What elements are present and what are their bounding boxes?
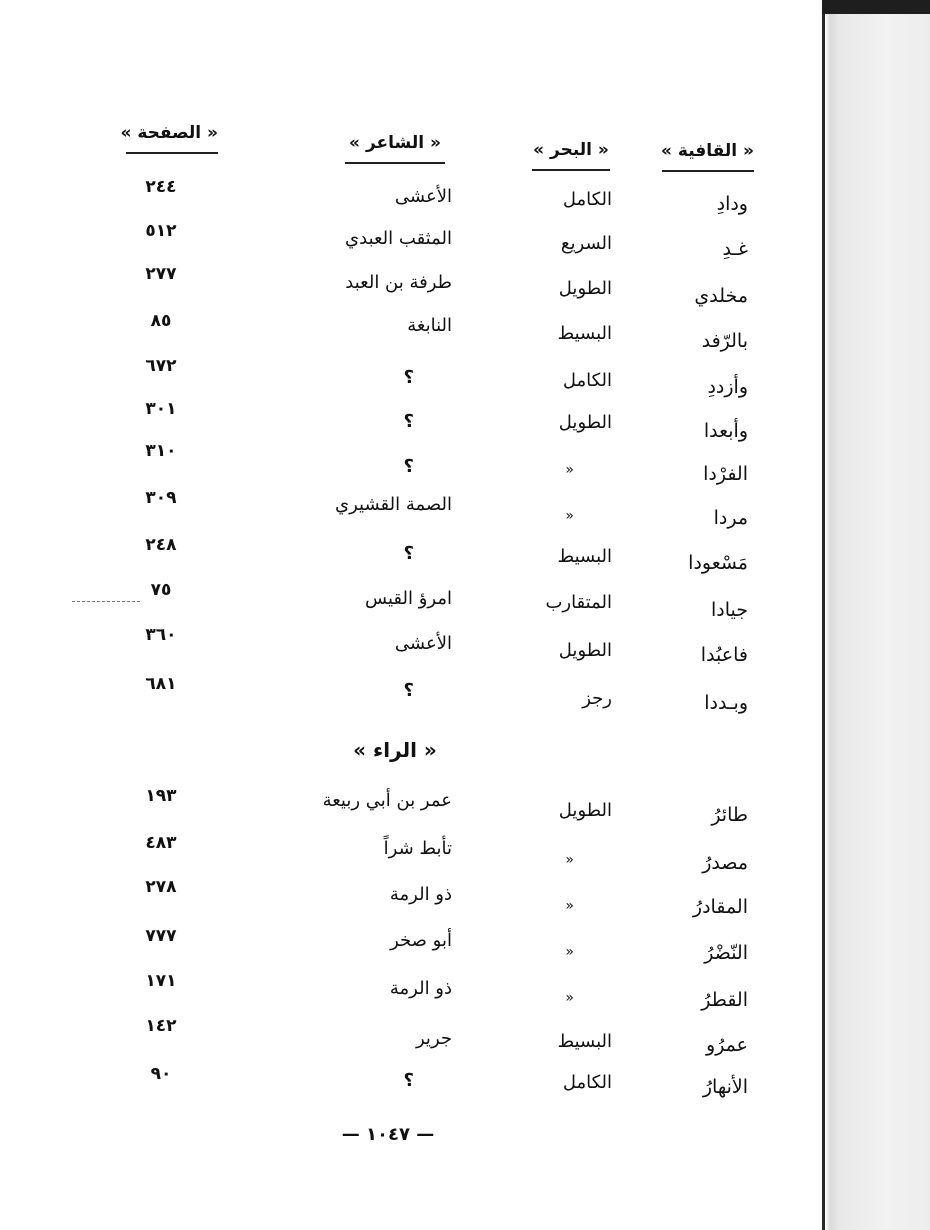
rhyme-cell: الأنهارُ: [702, 1076, 748, 1098]
poet-cell: ؟: [403, 411, 414, 432]
rhyme-cell: مصدرُ: [702, 852, 748, 874]
poet-cell: الأعشى: [394, 633, 452, 654]
poet-cell: الصمة القشيري: [335, 494, 452, 515]
rhyme-cell: ودادِ: [716, 193, 748, 215]
rhyme-cell: جيادا: [710, 599, 748, 621]
rhyme-cell: فاعبُدا: [700, 644, 748, 666]
meter-cell: الطويل: [558, 412, 612, 433]
page-cell: ٨٥: [150, 311, 172, 331]
header-rhyme: « القافية »: [662, 141, 754, 172]
page-cell: ٣١٠: [145, 441, 177, 461]
poet-cell: أبو صخر: [390, 930, 452, 951]
meter-ditto-cell: «: [565, 990, 574, 1006]
meter-ditto-cell: «: [565, 898, 574, 914]
page-cell: ٣٠٩: [145, 488, 177, 508]
meter-cell: البسيط: [557, 323, 612, 344]
poet-cell: ؟: [403, 680, 414, 701]
page-cell: ٢٤٤: [145, 177, 177, 197]
poet-cell: ؟: [403, 1070, 414, 1091]
header-meter: « البحر »: [532, 140, 610, 171]
page-number: — ١٠٤٧ —: [341, 1124, 435, 1145]
page-cell: ٥١٢: [145, 221, 177, 241]
poet-cell: طرفة بن العبد: [345, 272, 452, 293]
meter-ditto-cell: «: [565, 852, 574, 868]
meter-cell: الطويل: [558, 640, 612, 661]
section-heading-ra: « الراء »: [353, 738, 437, 762]
meter-cell: الكامل: [562, 370, 612, 391]
poet-cell: تأبط شراً: [383, 838, 452, 859]
meter-cell: السريع: [560, 233, 612, 254]
rhyme-cell: عمرُو: [706, 1034, 748, 1056]
page-cell: ٣٠١: [145, 399, 177, 419]
rhyme-cell: وأبعدا: [703, 420, 748, 442]
meter-ditto-cell: «: [565, 944, 574, 960]
poet-cell: عمر بن أبي ربيعة: [322, 790, 452, 811]
page-cell: ٢٧٨: [145, 877, 177, 897]
rhyme-cell: غـدِ: [722, 238, 748, 260]
meter-ditto-cell: «: [565, 508, 574, 524]
rhyme-cell: مردا: [713, 507, 748, 529]
page-cell: ٩٠: [150, 1064, 172, 1084]
poet-cell: ؟: [403, 456, 414, 477]
rhyme-cell: وأزددِ: [707, 376, 748, 398]
meter-ditto-cell: «: [565, 462, 574, 478]
page-binding-edge: [822, 0, 930, 1230]
rhyme-cell: القطرُ: [701, 989, 748, 1011]
rhyme-cell: مخلدي: [694, 285, 748, 307]
page-cell: ١٩٣: [145, 786, 177, 806]
stray-mark: [72, 601, 140, 602]
rhyme-cell: الفرْدا: [703, 463, 748, 485]
page-cell: ٢٧٧: [145, 264, 177, 284]
meter-cell: البسيط: [557, 1031, 612, 1052]
meter-cell: الكامل: [562, 189, 612, 210]
poet-cell: امرؤ القيس: [365, 588, 452, 609]
page-cell: ٤٨٣: [145, 833, 177, 853]
rhyme-cell: بالرّفد: [701, 330, 748, 352]
page-cell: ٣٦٠: [145, 625, 177, 645]
page-cell: ٦٨١: [145, 674, 177, 694]
poet-cell: ذو الرمة: [389, 978, 452, 999]
poet-cell: الأعشى: [394, 186, 452, 207]
meter-cell: الطويل: [558, 800, 612, 821]
poet-cell: جرير: [416, 1028, 452, 1049]
poet-cell: ؟: [403, 367, 414, 388]
rhyme-cell: مَسْعودا: [688, 552, 748, 574]
page-cell: ٧٥: [150, 580, 172, 600]
meter-cell: المتقارب: [545, 592, 612, 613]
poet-cell: النابغة: [407, 315, 452, 336]
meter-cell: الكامل: [562, 1072, 612, 1093]
poet-cell: ؟: [403, 543, 414, 564]
page-cell: ٢٤٨: [145, 535, 177, 555]
header-page: « الصفحة »: [126, 123, 218, 154]
page-cell: ٧٧٧: [145, 926, 177, 946]
page-binding-edge-top: [822, 0, 930, 14]
page-cell: ٦٧٢: [145, 356, 177, 376]
rhyme-cell: النّضْرُ: [704, 942, 748, 964]
page-cell: ١٤٢: [145, 1016, 177, 1036]
page-cell: ١٧١: [145, 971, 177, 991]
meter-cell: رجز: [582, 688, 612, 709]
rhyme-cell: وبـددا: [704, 692, 748, 714]
meter-cell: الطويل: [558, 278, 612, 299]
meter-cell: البسيط: [557, 546, 612, 567]
poet-cell: المثقب العبدي: [345, 228, 452, 249]
header-poet: « الشاعر »: [345, 133, 445, 164]
poet-cell: ذو الرمة: [389, 884, 452, 905]
rhyme-cell: طائرُ: [711, 804, 748, 826]
rhyme-cell: المقادرُ: [692, 896, 748, 918]
